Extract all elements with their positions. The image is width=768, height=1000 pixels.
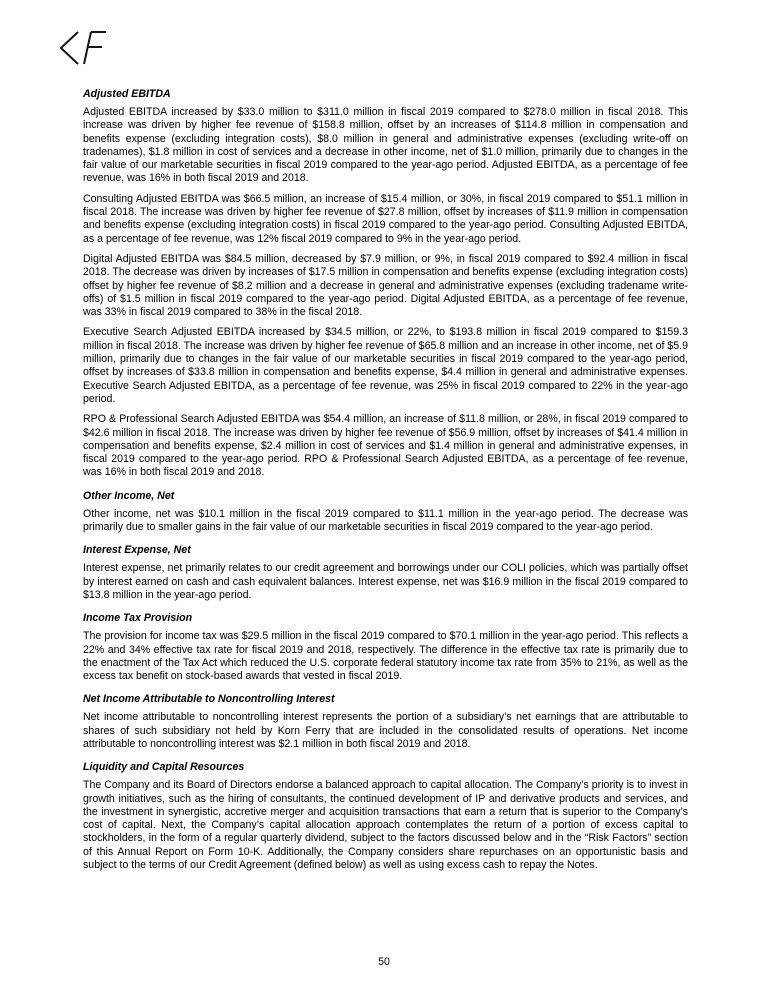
paragraph: Executive Search Adjusted EBITDA increased by $34.5 million, or 22%, to $193.8 million in fiscal 2019 compared to $159.3 million in fiscal 2018. The increase was driven by higher fee revenue of $65.8 million and an increase in other income, net of $5.9 million, primarily due to changes in the fair value of our marketable securities in fiscal 2019 compared to the year-ago period, offset by increases of $33.8 million in compensation and benefits expense, $4.4 million in general and administrative expenses. Executive Search Adjusted EBITDA, as a percentage of fee revenue, was 25% in fiscal 2019 compared to 22% in the year-ago period.	[83, 326, 688, 405]
paragraph: Net income attributable to noncontrolling interest represents the portion of a subsidiary’s net earnings that are attributable to shares of such subsidiary not held by Korn Ferry that are included in the consolidated results of operations. Net income attributable to noncontrolling interest was $2.1 million in both fiscal 2019 and 2018.	[83, 711, 688, 750]
korn-ferry-logo	[56, 28, 108, 68]
paragraph: Consulting Adjusted EBITDA was $66.5 million, an increase of $15.4 million, or 30%, in fiscal 2019 compared to $51.1 million in fiscal 2018. The increase was driven by higher fee revenue of $27.8 million, offset by increases of $11.9 million in compensation and benefits expense (excluding integration costs) in fiscal 2019 compared to the year-ago period. Consulting Adjusted EBITDA, as a percentage of fee revenue, was 12% fiscal 2019 compared to 9% in the year-ago period.	[83, 192, 688, 245]
section-heading-interest-expense-net: Interest Expense, Net	[83, 544, 191, 557]
paragraph: The provision for income tax was $29.5 million in the fiscal 2019 compared to $70.1 million in the year-ago period. This reflects a 22% and 34% effective tax rate for fiscal 2019 and 2018, respectively. The difference in the effective tax rate is primarily due to the enactment of the Tax Act which reduced the U.S. corporate federal statutory income tax rate from 35% to 21%, as well as the excess tax benefit on stock-based awards that vested in fiscal 2019.	[83, 630, 688, 683]
paragraph: RPO & Professional Search Adjusted EBITDA was $54.4 million, an increase of $11.8 million, or 28%, in fiscal 2019 compared to $42.6 million in fiscal 2018. The increase was driven by higher fee revenue of $56.9 million, offset by increases of $41.4 million in compensation and benefits expense, $2.4 million in cost of services and $1.4 million in general and administrative expenses, in fiscal 2019 compared to the year-ago period. RPO & Professional Search Adjusted EBITDA, as a percentage of fee revenue, was 16% in both fiscal 2019 and 2018.	[83, 413, 688, 479]
section-heading-adjusted-ebitda: Adjusted EBITDA	[83, 88, 171, 100]
page-number: 50	[378, 956, 390, 968]
paragraph: Other income, net was $10.1 million in the fiscal 2019 compared to $11.1 million in the year-ago period. The decrease was primarily due to smaller gains in the fair value of our marketable securities in fiscal 2019 compared to the year-ago period.	[83, 507, 688, 534]
paragraph: Adjusted EBITDA increased by $33.0 million to $311.0 million in fiscal 2019 compared to $278.0 million in fiscal 2018. This increase was driven by higher fee revenue of $158.8 million, offset by an increases of $114.8 million in compensation and benefits expense (excluding integration costs), $8.0 million in general and administrative expenses (excluding write-off on tradenames), $1.8 million in cost of services and a decrease in other income, net of $1.0 million, primarily due to changes in the fair value of our marketable securities in fiscal 2019 compared to the year-ago period. Adjusted EBITDA, as a percentage of fee revenue, was 16% in both fiscal 2019 and 2018.	[83, 106, 688, 185]
paragraph: Digital Adjusted EBITDA was $84.5 million, decreased by $7.9 million, or 9%, in fiscal 2019 compared to $92.4 million in fiscal 2018. The decrease was driven by increases of $17.5 million in compensation and benefits expense (excluding integration costs) offset by higher fee revenue of $8.2 million and a decrease in general and administrative expenses (excluding tradename write-offs) of $1.5 million in fiscal 2019 compared to the year-ago period. Digital Adjusted EBITDA, as a percentage of fee revenue, was 33% in fiscal 2019 compared to 38% in the fiscal 2018.	[83, 252, 688, 319]
section-heading-liquidity-and-capital-resources: Liquidity and Capital Resources	[83, 761, 245, 774]
section-heading-other-income-net: Other Income, Net	[83, 489, 175, 502]
korn-ferry-logo-icon	[56, 28, 108, 68]
paragraph: The Company and its Board of Directors endorse a balanced approach to capital allocation. The Company’s priority is to invest in growth initiatives, such as the hiring of consultants, the continued development of IP and derivative products and services, and the investment in synergistic, accretive merger and acquisition transactions that earn a return that is superior to the Company’s cost of capital. Next, the Company’s capital allocation approach contemplates the return of a portion of excess capital to stockholders, in the form of a regular quarterly dividend, subject to the factors discussed below and in the “Risk Factors” section of this Annual Report on Form 10-K. Additionally, the Company considers share repurchases on an opportunistic basis and subject to the terms of our Credit Agreement (defined below) as well as using excess cash to repay the Notes.	[83, 779, 688, 872]
section-heading-net-income-noncontrolling-interest: Net Income Attributable to Noncontrolling Interest	[83, 693, 335, 706]
paragraph: Interest expense, net primarily relates to our credit agreement and borrowings under our COLI policies, which was partially offset by interest earned on cash and cash equivalent balances. Interest expense, net was $16.9 million in the fiscal 2019 compared to $13.8 million in the year-ago period.	[83, 562, 688, 601]
document-content	[83, 88, 688, 879]
section-heading-income-tax-provision: Income Tax Provision	[83, 612, 193, 625]
